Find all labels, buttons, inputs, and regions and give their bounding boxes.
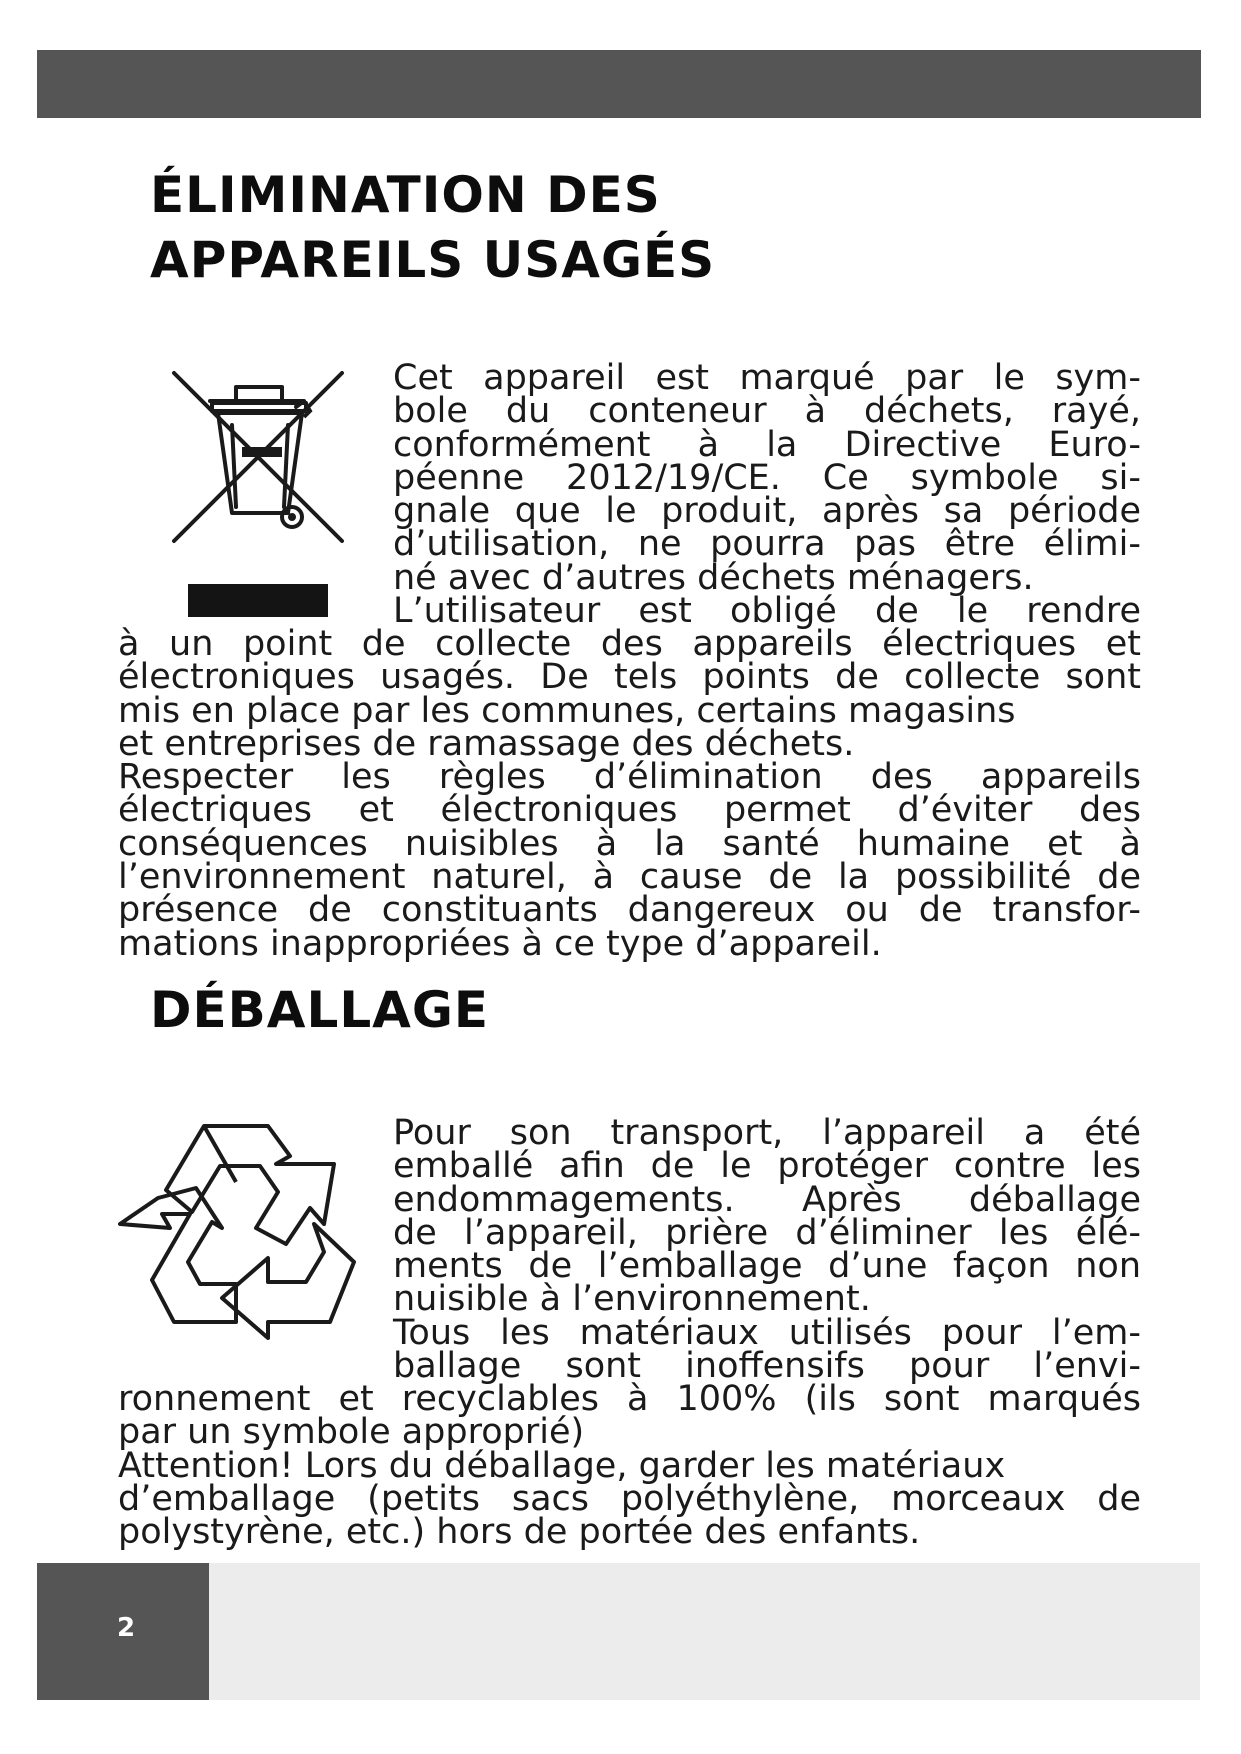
- header-bar: [37, 50, 1201, 118]
- section2-indented-text: [393, 1113, 1141, 1387]
- section1-indented-text: [393, 358, 1141, 632]
- text-line: et entreprises de ramassage des déchets.: [118, 723, 855, 764]
- text-line: mis en place par les communes, certains magasins: [118, 690, 1016, 731]
- text-line: Tous les matériaux utilisés pour l’em-: [393, 1312, 1141, 1353]
- section2-full-text: [118, 1379, 1141, 1553]
- section-title-deballage: DÉBALLAGE: [150, 981, 490, 1039]
- section1-full-text: [118, 624, 1141, 964]
- text-line: L’utilisateur est obligé de le rendre: [393, 591, 1141, 632]
- text-line: mations inappropriées à ce type d’appareil.: [118, 923, 882, 964]
- text-line: ronnement et recyclables à 100% (ils sont marqués: [118, 1379, 1141, 1419]
- text-line: l’environnement naturel, à cause de la possibilité de: [118, 857, 1141, 898]
- text-line: bole du conteneur à déchets, rayé,: [393, 391, 1141, 432]
- text-line: Cet appareil est marqué par le sym-: [393, 358, 1141, 398]
- text-line: né avec d’autres déchets ménagers.: [393, 557, 1034, 598]
- title-line: APPAREILS USAGÉS: [150, 231, 716, 289]
- text-line: d’emballage (petits sacs polyéthylène, morceaux de: [118, 1478, 1141, 1519]
- recycle-icon: [118, 1112, 373, 1367]
- section-title-elimination: [150, 163, 715, 293]
- text-line: électriques et électroniques permet d’éviter des: [118, 790, 1141, 831]
- text-line: ments de l’emballage d’une façon non: [393, 1246, 1141, 1287]
- text-line: conformément à la Directive Euro-: [393, 424, 1141, 465]
- text-line: gnale que le produit, après sa période: [393, 491, 1141, 532]
- text-line: de l’appareil, prière d’éliminer les élé-: [393, 1212, 1141, 1253]
- title-line: ÉLIMINATION DES: [150, 166, 661, 224]
- footer-band: [209, 1563, 1200, 1700]
- text-line: Attention! Lors du déballage, garder les matériaux: [118, 1445, 1006, 1486]
- text-line: Respecter les règles d’élimination des appareils: [118, 757, 1141, 798]
- text-line: à un point de collecte des appareils électriques et: [118, 624, 1141, 664]
- text-line: péenne 2012/19/CE. Ce symbole si-: [393, 457, 1141, 498]
- text-line: polystyrène, etc.) hors de portée des enfants.: [118, 1512, 921, 1553]
- text-line: ballage sont inoffensifs pour l’envi-: [393, 1346, 1141, 1387]
- text-line: conséquences nuisibles à la santé humaine et à: [118, 823, 1141, 864]
- text-line: électroniques usagés. De tels points de collecte sont: [118, 657, 1141, 698]
- text-line: présence de constituants dangereux ou de transfor-: [118, 890, 1141, 931]
- text-line: nuisible à l’environnement.: [393, 1279, 871, 1320]
- text-line: endommagements. Après déballage: [393, 1179, 1141, 1220]
- text-line: emballé afin de le protéger contre les: [393, 1146, 1141, 1187]
- text-line: Pour son transport, l’appareil a été: [393, 1113, 1141, 1153]
- text-line: d’utilisation, ne pourra pas être élimi-: [393, 524, 1141, 565]
- weee-black-bar: [188, 584, 328, 617]
- crossed-out-wheeled-bin-icon: [170, 365, 350, 545]
- page-number: 2: [117, 1613, 136, 1643]
- text-line: par un symbole approprié): [118, 1412, 585, 1453]
